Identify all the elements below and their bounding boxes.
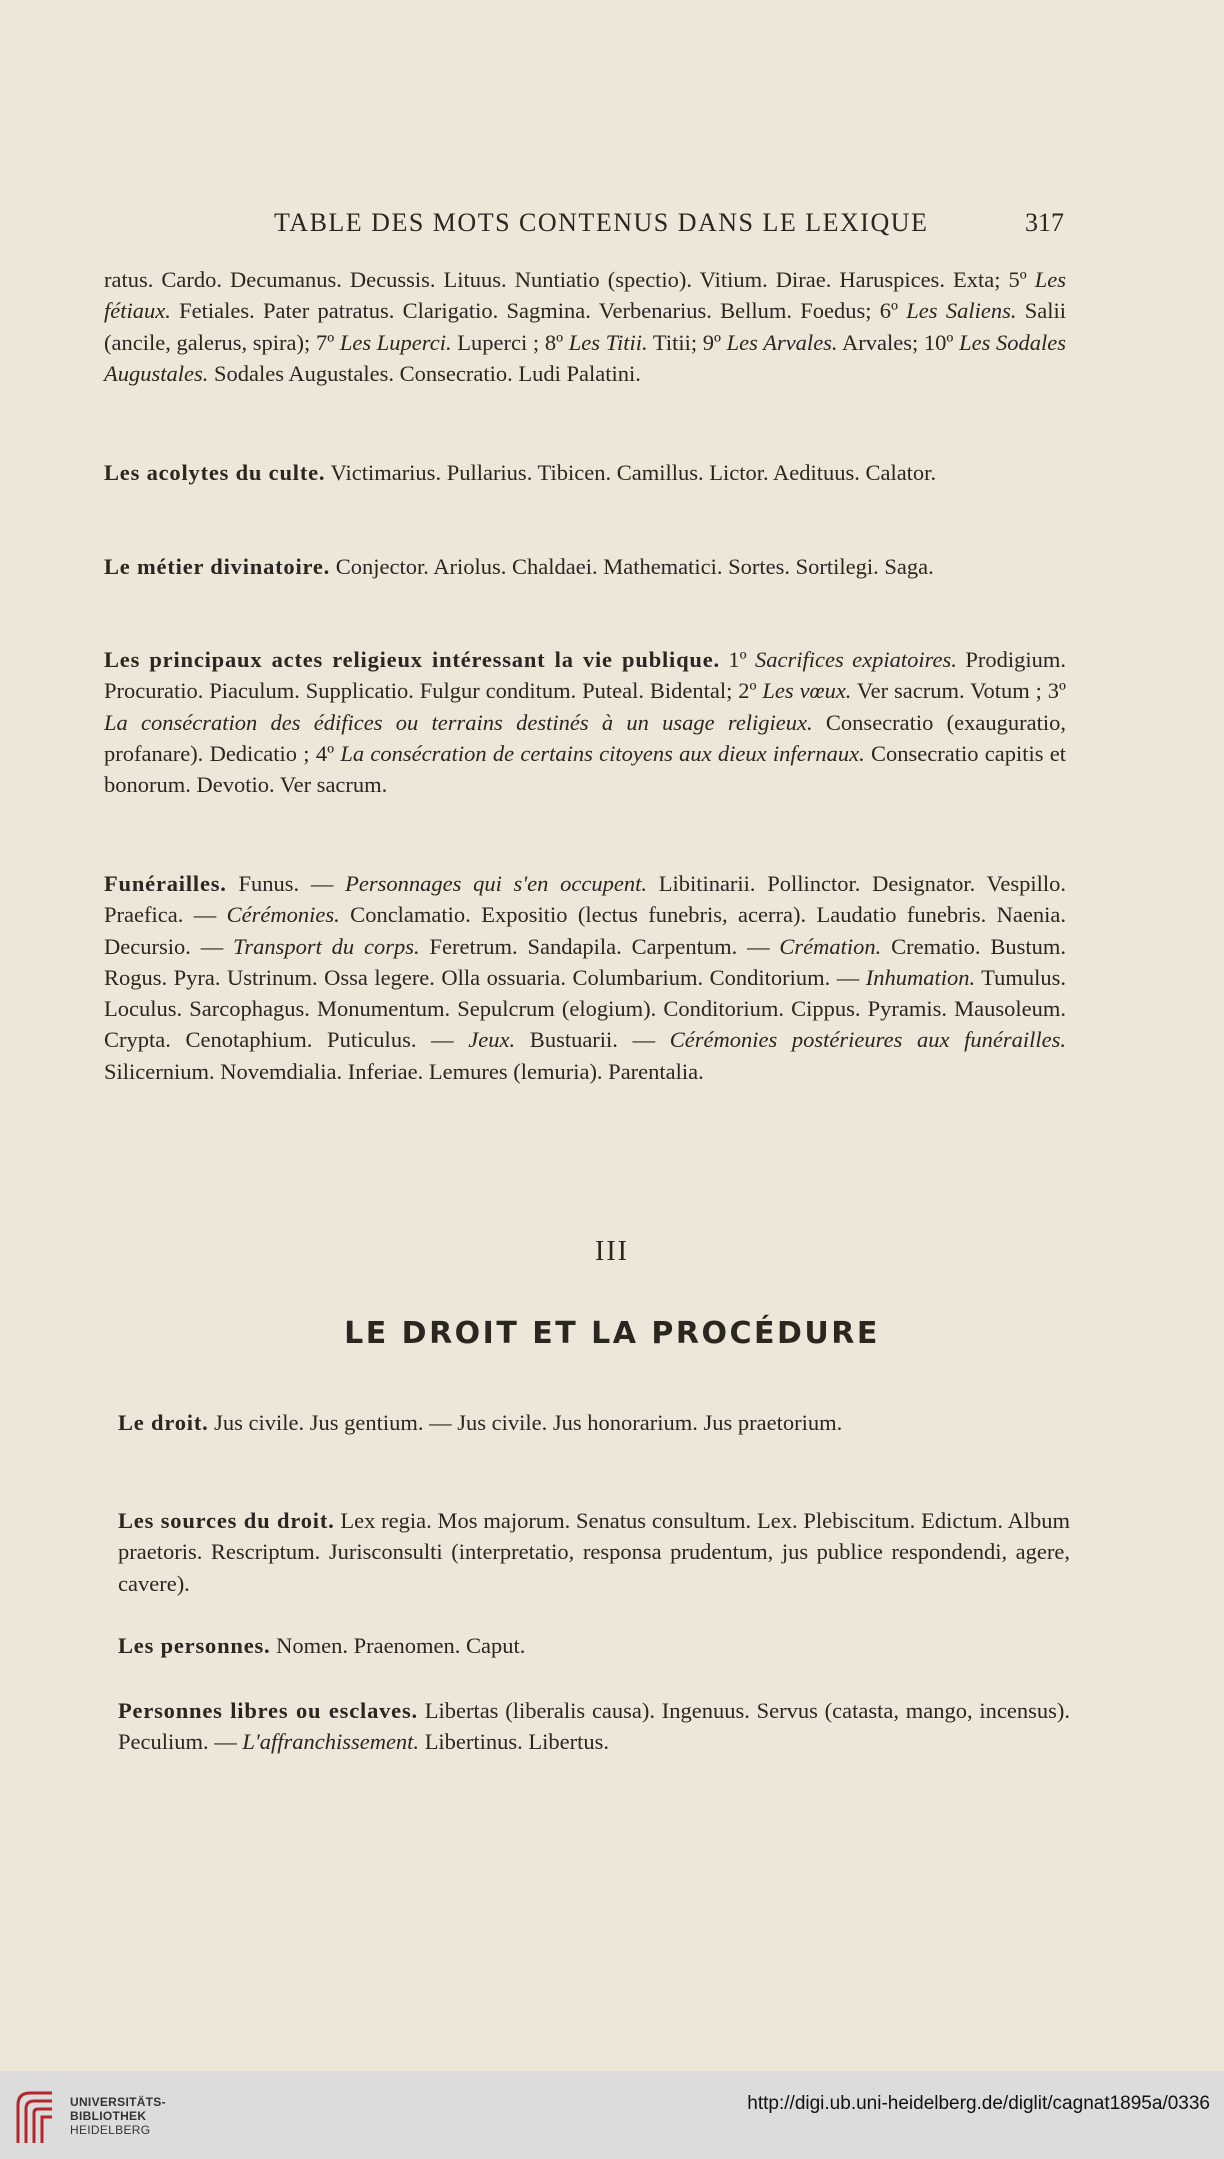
text-run: Jus civile. Jus gentium. — Jus civile. Jus honorarium. Jus praetorium. [208, 1410, 843, 1435]
italic-run: Jeux. [468, 1027, 516, 1053]
text-run: Consecratio (exauguratio, profanare). Dedicatio ; 4º [104, 709, 1066, 766]
page-number: 317 [1025, 208, 1064, 237]
paragraph-heading: Le droit. [118, 1410, 209, 1435]
text-run: Luperci ; 8º [451, 329, 569, 355]
paragraph-law-sources [118, 1505, 1070, 1599]
text-run: Ver sacrum. Votum ; 3º [851, 678, 1066, 704]
italic-run: Les Arvales. [726, 329, 838, 355]
text-run: Libertas (liberalis causa). Ingenuus. Servus (catasta, mango, incensus). Peculium. — [118, 1698, 1070, 1755]
italic-run: Cérémonies. [226, 902, 340, 928]
logo-line-1: UNIVERSITÄTS- [70, 2095, 166, 2109]
text-run: ratus. Cardo. Decumanus. Decussis. Lituus. Nuntiatio (spectio). Vitium. Dirae. Haruspices. Exta; 5º [104, 267, 1035, 292]
italic-run: Transport du corps. [233, 933, 420, 959]
running-head [104, 208, 1064, 248]
paragraph-free-or-slaves [118, 1695, 1070, 1758]
text-run: Arvales; 10º [837, 329, 960, 355]
italic-run: Inhumation. [865, 964, 976, 990]
text-run: Libitinarii. Pollinctor. Designator. Vespillo. Praefica. — [104, 871, 1066, 928]
paragraph-heading: Les principaux actes religieux intéressant la vie publique. [104, 647, 720, 672]
text-run: Silicernium. Novemdialia. Inferiae. Lemures (lemuria). Parentalia. [104, 1058, 704, 1084]
text-run: Tumulus. Loculus. Sarcophagus. Monumentum. Sepulcrum (elogium). Conditorium. Cippus. Pyramis. Mausoleum. Crypta. Cenotaphium. Puticulus. — [104, 964, 1066, 1053]
paragraph-heading: Les sources du droit. [118, 1508, 335, 1533]
text-run: Prodigium. Procuratio. Piaculum. Supplicatio. Fulgur conditum. Puteal. Bidental; 2º [104, 647, 1066, 704]
text-run: Titii; 9º [647, 329, 727, 355]
paragraph-heading: Les acolytes du culte. [104, 460, 326, 485]
permalink-url[interactable]: http://digi.ub.uni-heidelberg.de/diglit/cagnat1895a/0336 [747, 2093, 1210, 2114]
paragraph-funerals [104, 868, 1066, 1087]
text-run: Consecratio capitis et bonorum. Devotio. Ver sacrum. [104, 740, 1067, 798]
text-run: Nomen. Praenomen. Caput. [270, 1633, 526, 1658]
italic-run: Sacrifices expiatoires. [755, 647, 957, 672]
paragraph-priests [104, 264, 1066, 389]
italic-run: Les Saliens. [906, 298, 1017, 324]
text-run: Fetiales. Pater patratus. Clarigatio. Sagmina. Verbenarius. Bellum. Foedus; 6º [170, 298, 907, 324]
italic-run: Les Titii. [568, 329, 648, 355]
paragraph-acolytes [104, 457, 1066, 488]
italic-run: Les fétiaux. [104, 267, 1066, 324]
university-library-logo-icon [12, 2087, 58, 2147]
italic-run: Cérémonies postérieures aux funérailles. [669, 1027, 1067, 1053]
text-run: Sodales Augustales. Consecratio. Ludi Palatini. [208, 360, 641, 386]
paragraph-persons [118, 1630, 1070, 1661]
text-run: Salii (ancile, galerus, spira); 7º [104, 298, 1066, 355]
section-title: LE DROIT ET LA PROCÉDURE [344, 1316, 880, 1351]
paragraph-religious-acts [104, 644, 1066, 800]
text-run: Victimarius. Pullarius. Tibicen. Camillus. Lictor. Aedituus. Calator. [325, 460, 937, 485]
paragraph-divination [104, 551, 1066, 582]
text-run: Funus. — [226, 871, 346, 896]
italic-run: Les Sodales Augustales. [104, 329, 1066, 386]
italic-run: Les Luperci. [339, 329, 452, 355]
text-run: 1º [719, 647, 756, 672]
italic-run: Les vœux. [762, 678, 852, 704]
italic-run: L'affranchissement. [242, 1729, 420, 1755]
text-run: Feretrum. Sandapila. Carpentum. — [419, 933, 780, 959]
logo-line-2: BIBLIOTHEK [70, 2109, 147, 2123]
text-run: Conclamatio. Expositio (lectus funebris, acerra). Laudatio funebris. Naenia. Decursio. — [104, 902, 1066, 959]
paragraph-law [118, 1407, 1070, 1438]
section-number: III [595, 1236, 629, 1267]
text-run: Lex regia. Mos majorum. Senatus consultum. Lex. Plebiscitum. Edictum. Album praetoris. Rescriptum. Jurisconsulti (interpretatio, responsa prudentum, jus publice respondendi, agere, cavere). [118, 1508, 1071, 1596]
paragraph-heading: Personnes libres ou esclaves. [118, 1698, 418, 1723]
text-run: Libertinus. Libertus. [419, 1729, 610, 1755]
text-run: Crematio. Bustum. Rogus. Pyra. Ustrinum. Ossa legere. Olla ossuaria. Columbarium. Conditorium. — [104, 933, 1066, 990]
italic-run: La consécration de certains citoyens aux dieux infernaux. [340, 740, 865, 766]
italic-run: La consécration des édifices ou terrains destinés à un usage religieux. [104, 709, 813, 735]
text-run: Conjector. Ariolus. Chaldaei. Mathematici. Sortes. Sortilegi. Saga. [330, 554, 934, 579]
paragraph-heading: Funérailles. [104, 871, 227, 896]
footer-bar [0, 2071, 1224, 2159]
italic-run: Crémation. [779, 933, 882, 959]
paragraph-heading: Le métier divinatoire. [104, 554, 331, 579]
text-run: Bustuarii. — [515, 1027, 670, 1053]
paragraph-heading: Les personnes. [118, 1633, 271, 1658]
logo-line-3: HEIDELBERG [70, 2123, 151, 2137]
logo-wordmark [70, 2095, 166, 2137]
italic-run: Personnages qui s'en occupent. [345, 871, 647, 896]
running-head-title: TABLE DES MOTS CONTENUS DANS LE LEXIQUE [274, 208, 929, 237]
